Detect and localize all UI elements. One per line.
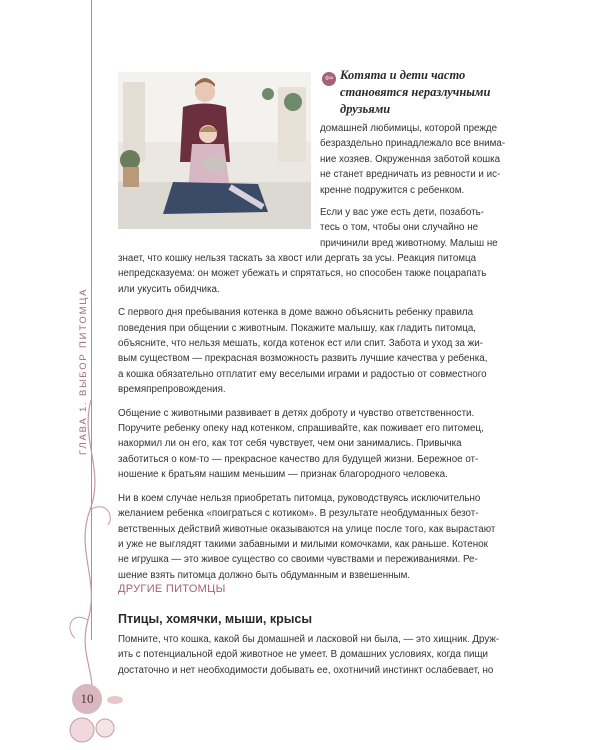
caption-arrow-icon: ⇦ [322,72,336,86]
page-number: 10 [72,684,102,714]
paragraph-2-rest: знает, что кошку нельзя таскать за хвост или дергать за усы. Реакция питомца непредсказуема: он может убежать и спрятаться, но способен также поцарапать или укусить обидчика. [118,253,487,295]
photo-caption: Котята и дети часто становятся неразлучными друзьями [340,68,491,116]
paragraph-3: С первого дня пребывания котенка в доме важно объяснить ребенку правила поведения при общении с животным. Покажите малышу, как гладить питомца, объясните, что нельзя мешать, когда котенок ест или спит. Забота и уход за жи- вым существом — прекрасная возможность развить лучшие качества у ребенка, а кошка обязательно отплатит ему веселыми играми и радостью от совместного времяпрепровождения. [118,307,488,396]
paragraph-1: домашней любимицы, которой прежде безраздельно принадлежало все внима- ние хозяев. Окруженная заботой кошка не станет вредничать из ревности и ис- кренне подружится с ребенком. [320,123,506,196]
paragraph-2-side: Если у вас уже есть дети, позаботь- тесь о том, чтобы они случайно не причинили вред животному. Малыш не [320,207,498,249]
chapter-label: ГЛАВА 1. ВЫБОР ПИТОМЦА [78,287,89,455]
paragraph-4: Общение с животными развивает в детях доброту и чувство ответственности. Поручите ребенку опеку над котенком, спрашивайте, как поживает его питомец, накормил ли он его, как тот себя чувствует, чем они занимались. Привычка заботиться о ком-то — прекрасное качество для будущей жизни. Бережное от- ношение к братьям нашим меньшим — признак благородного человека. [118,407,484,481]
body-text [118,251,514,591]
photo-boy-girl-kitten [118,72,311,229]
paragraph-6: Помните, что кошка, какой бы домашней и ласковой ни была, — это хищник. Друж- ить с потенциальной едой животное не умеет. В домашних условиях, когда пищи достаточно и нет необходимости добывать ее, охотничий инстинкт ослабевает, но [118,634,500,676]
section-heading: ДРУГИЕ ПИТОМЦЫ [118,583,226,595]
subheading: Птицы, хомячки, мыши, крысы [118,612,313,626]
paragraph-5: Ни в коем случае нельзя приобретать питомца, руководствуясь исключительно желанием ребенка «поиграться с котиком». В результате необдуманных безот- ветственных действий животные оказываются на улице после того, как вырастают и уже не выглядят такими забавными и милыми комочками, как раньше. Котенок не игрушка — это живое существо со своими чувствами и переживаниями. Ре- шение взять питомца должно быть обдуманным и взвешенным. [118,492,496,581]
